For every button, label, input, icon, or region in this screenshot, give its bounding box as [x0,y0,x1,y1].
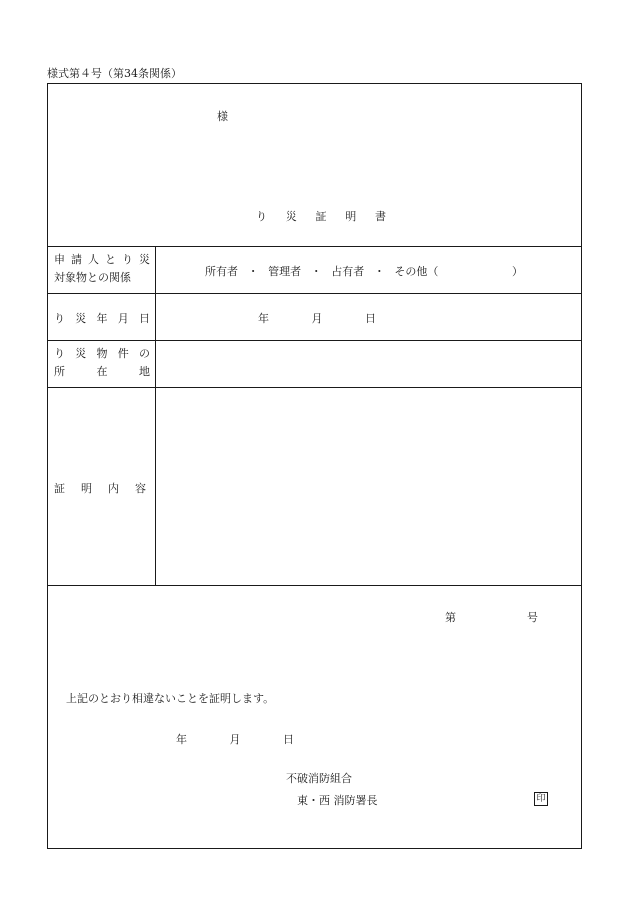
label-char: り [122,253,133,266]
title-char: 証 [315,210,327,223]
title-char: 明 [345,210,357,223]
option-separator: ・ [247,265,259,278]
divider-content [47,585,582,586]
option-manager: 管理者 [268,265,302,278]
location-label [54,345,150,381]
label-char: 容 [135,482,146,495]
label-char: 在 [96,365,108,378]
disaster-date-field [258,310,376,326]
option-owner: 所有者 [205,265,238,278]
label-char: と [105,253,116,266]
relation-label-line1 [54,251,150,269]
location-label-line2 [54,363,150,381]
number-prefix: 第 [445,611,456,624]
label-char: 物 [96,347,108,360]
label-char: 災 [139,253,150,266]
fire-chief-title: 東・西 消防署長 [297,794,378,807]
seal-mark: 印 [534,792,548,806]
form-number-label: 様式第４号（第34条関係） [47,67,182,80]
location-field[interactable] [160,343,578,384]
relation-label-line2: 対象物との関係 [54,271,131,284]
title-char: 災 [285,210,297,223]
label-column-divider [155,246,156,585]
option-other: その他（ [394,265,439,278]
label-char: り [54,347,65,360]
label-char: 請 [71,253,82,266]
addressee-suffix: 様 [217,110,228,123]
label-char: 災 [75,347,87,360]
label-char: 人 [88,253,99,266]
divider-title [47,246,582,247]
label-char: 年 [96,312,108,325]
label-char: 災 [75,312,87,325]
option-close-paren: ） [511,265,523,278]
day-label: 日 [283,733,294,746]
year-label: 年 [258,312,269,325]
divider-date [47,340,582,341]
month-label: 月 [311,312,323,325]
certify-statement: 上記のとおり相違ないことを証明します。 [66,692,275,705]
day-label: 日 [365,312,376,325]
label-char: 明 [81,482,92,495]
divider-relation [47,293,582,294]
label-char: 証 [54,482,65,495]
label-char: 内 [108,482,119,495]
label-char: 申 [54,253,65,266]
month-label: 月 [229,733,241,746]
relation-options [205,263,523,279]
disaster-date-label [54,310,150,326]
label-char: 地 [139,365,150,378]
label-char: り [54,312,65,325]
content-label [54,480,146,496]
label-char: 件 [117,347,129,360]
document-title [256,208,386,224]
option-separator: ・ [373,265,385,278]
relation-label [54,251,150,287]
title-char: 書 [375,210,386,223]
location-label-line1 [54,345,150,363]
title-char: り [256,210,267,223]
issue-date [176,731,294,747]
option-separator: ・ [310,265,322,278]
content-field[interactable] [160,390,578,582]
label-char: 所 [54,365,65,378]
divider-location [47,387,582,388]
year-label: 年 [176,733,187,746]
label-char: 日 [139,312,150,325]
label-char: 月 [117,312,129,325]
organization-name: 不破消防組合 [286,772,352,785]
option-occupant: 占有者 [331,265,365,278]
label-char: の [139,347,150,360]
certificate-number [445,609,538,625]
number-suffix: 号 [527,611,538,624]
